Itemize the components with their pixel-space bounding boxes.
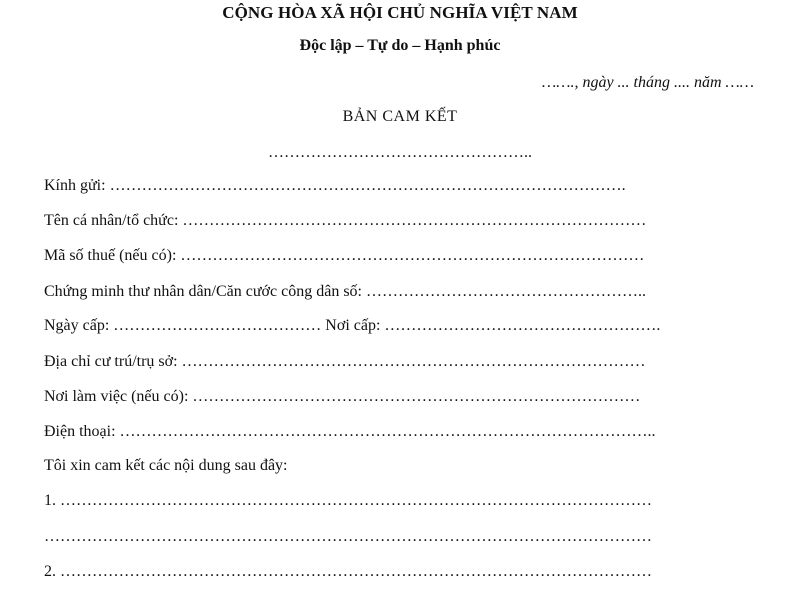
field-dia-chi: Địa chỉ cư trú/trụ sở: ……………………………………………………………………………: [44, 353, 646, 370]
nation-heading: CỘNG HÒA XÃ HỘI CHỦ NGHĨA VIỆT NAM: [222, 3, 578, 22]
commitments-intro: Tôi xin cam kết các nội dung sau đây:: [44, 457, 288, 474]
commitment-line-2: 2. …………………………………………………………………………………………………: [44, 563, 652, 580]
date-line: ……., ngày ... tháng .... năm ……: [541, 74, 754, 91]
document-subtitle-blank: …………………………………………..: [268, 144, 532, 161]
field-noi-lam-viec: Nơi làm việc (nếu có): …………………………………………………………………………: [44, 388, 641, 405]
field-ngay-cap-noi-cap: Ngày cấp: ………………………………… Nơi cấp: …………………………………………….: [44, 317, 661, 334]
commitment-line-1-continued: ……………………………………………………………………………………………………: [44, 528, 652, 545]
field-ten-ca-nhan-to-chuc: Tên cá nhân/tổ chức: ……………………………………………………………………………: [44, 212, 647, 229]
motto-heading: Độc lập – Tự do – Hạnh phúc: [299, 37, 501, 54]
field-ma-so-thue: Mã số thuế (nếu có): ……………………………………………………………………………: [44, 247, 645, 264]
commitment-line-1: 1. …………………………………………………………………………………………………: [44, 492, 652, 509]
field-kinh-gui: Kính gửi: …………………………………………………………………………………….: [44, 177, 626, 194]
document-title: BẢN CAM KẾT: [342, 108, 458, 125]
field-dien-thoai: Điện thoại: ………………………………………………………………………………………..: [44, 423, 656, 440]
field-cmnd-cccd: Chứng minh thư nhân dân/Căn cước công dân số: ……………………………………………..: [44, 283, 646, 300]
